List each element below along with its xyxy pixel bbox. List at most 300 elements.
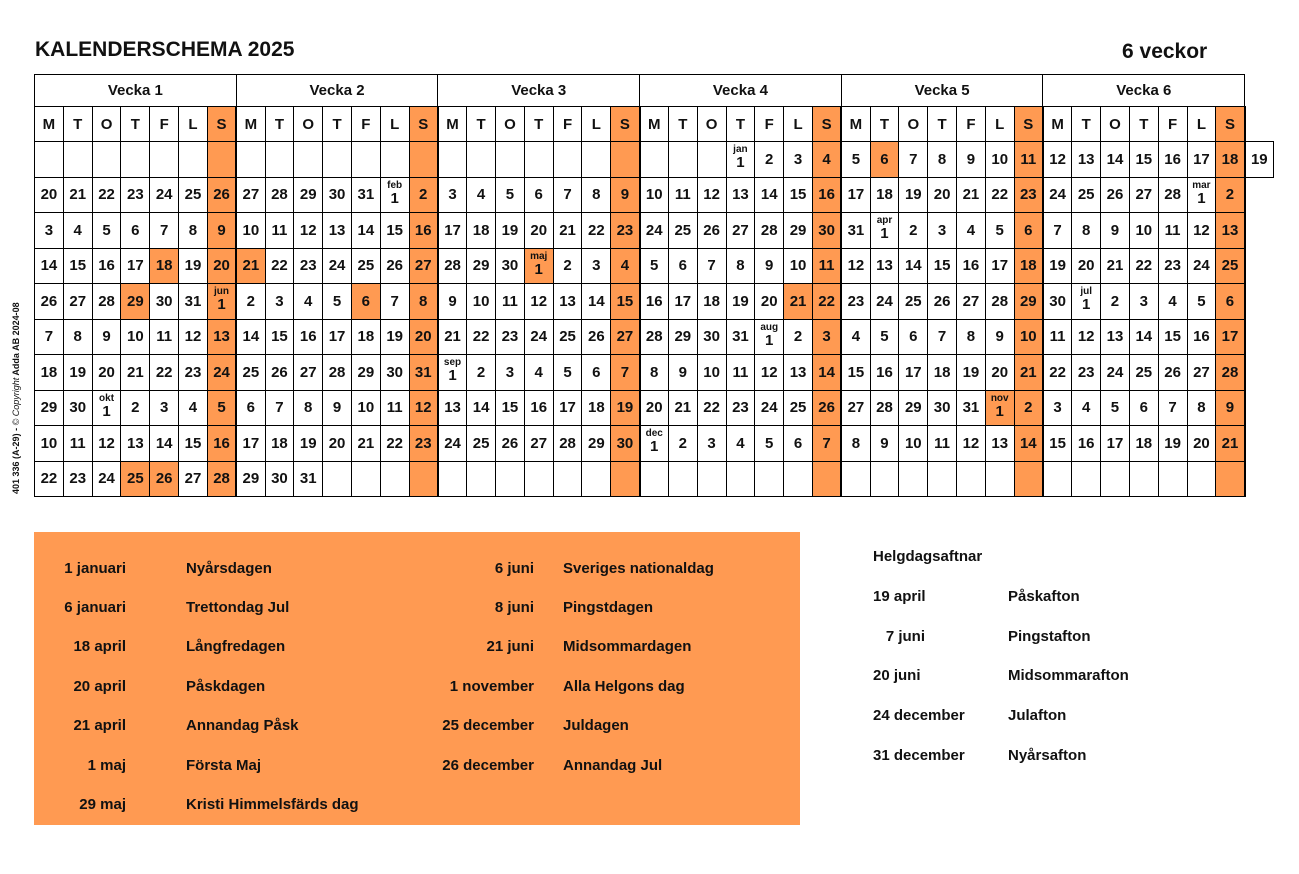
date-cell: 24 <box>323 248 352 284</box>
weekday-label: T <box>668 107 697 142</box>
day-number: 1 <box>448 367 457 385</box>
weekday-label: L <box>985 107 1014 142</box>
date-cell: 23 <box>294 248 323 284</box>
date-cell <box>668 461 697 497</box>
date-cell: 18 <box>351 319 380 355</box>
weekday-label: M <box>35 107 64 142</box>
date-cell: 2 <box>553 248 582 284</box>
date-cell: 26 <box>1101 177 1130 213</box>
date-cell <box>640 461 669 497</box>
date-cell: 5 <box>92 213 121 249</box>
date-cell: 4 <box>179 390 208 426</box>
month-marker: nov <box>990 392 1009 404</box>
date-cell: 16 <box>812 177 841 213</box>
day-number: 1 <box>1197 189 1206 207</box>
date-cell: 27 <box>236 177 265 213</box>
date-cell: 16 <box>1072 426 1101 462</box>
date-cell: 30 <box>928 390 957 426</box>
date-cell <box>438 355 467 391</box>
day-number: 1 <box>995 402 1004 420</box>
date-cell: 5 <box>841 142 870 178</box>
calendar-row <box>35 142 1274 178</box>
date-cell: 11 <box>265 213 294 249</box>
date-cell: 28 <box>323 355 352 391</box>
date-cell: 9 <box>611 177 640 213</box>
date-cell: 30 <box>1043 284 1072 320</box>
date-cell <box>1187 177 1216 213</box>
date-cell: 3 <box>35 213 64 249</box>
copyright-label: © Copyright <box>11 377 21 426</box>
holiday-name: Nyårsdagen <box>186 560 272 577</box>
holiday-date: 1 januari <box>64 560 126 577</box>
holiday-name: Första Maj <box>186 757 262 774</box>
date-cell: 29 <box>236 461 265 497</box>
eve-name: Julafton <box>1008 707 1067 724</box>
date-cell: 9 <box>870 426 899 462</box>
date-cell: 24 <box>438 426 467 462</box>
date-cell: 3 <box>928 213 957 249</box>
date-cell: 20 <box>985 355 1014 391</box>
date-cell: 21 <box>1014 355 1043 391</box>
date-cell: 16 <box>640 284 669 320</box>
date-cell <box>1072 284 1101 320</box>
day-number: 1 <box>736 154 745 172</box>
date-cell: 20 <box>1187 426 1216 462</box>
date-cell: 6 <box>121 213 150 249</box>
weekday-label: T <box>928 107 957 142</box>
weekday-label: L <box>380 107 409 142</box>
date-cell: 13 <box>553 284 582 320</box>
date-cell: 16 <box>870 355 899 391</box>
date-cell: 18 <box>467 213 496 249</box>
eve-name: Midsommarafton <box>1008 667 1129 684</box>
date-cell: 31 <box>841 213 870 249</box>
holiday-name: Juldagen <box>563 717 629 734</box>
date-cell: 3 <box>265 284 294 320</box>
week-header: Vecka 1 <box>35 75 237 107</box>
weekday-row <box>35 107 1274 142</box>
month-marker: jan <box>733 144 748 156</box>
date-cell: 15 <box>1043 426 1072 462</box>
date-cell: 14 <box>467 390 496 426</box>
calendar-row <box>35 177 1274 213</box>
date-cell: 15 <box>380 213 409 249</box>
date-cell: 27 <box>63 284 92 320</box>
date-cell: 22 <box>582 213 611 249</box>
product-number: 401 336 <box>11 461 21 494</box>
weekday-label: M <box>1043 107 1072 142</box>
date-cell: 30 <box>380 355 409 391</box>
holiday-name: Kristi Himmelsfärds dag <box>186 796 359 813</box>
date-cell: 26 <box>380 248 409 284</box>
date-cell: 21 <box>553 213 582 249</box>
date-cell: 22 <box>467 319 496 355</box>
date-cell: 7 <box>1043 213 1072 249</box>
date-cell: 25 <box>351 248 380 284</box>
date-cell <box>1129 461 1158 497</box>
date-cell: 17 <box>1187 142 1216 178</box>
date-cell: 12 <box>409 390 438 426</box>
date-cell <box>207 142 236 178</box>
date-cell: 20 <box>1072 248 1101 284</box>
day-number: 1 <box>217 296 226 314</box>
date-cell: 27 <box>1129 177 1158 213</box>
date-cell: 16 <box>294 319 323 355</box>
date-cell: 21 <box>121 355 150 391</box>
date-cell: 7 <box>265 390 294 426</box>
date-cell: 24 <box>1101 355 1130 391</box>
holiday-date: 1 november <box>449 678 534 695</box>
date-cell: 10 <box>351 390 380 426</box>
date-cell: 30 <box>323 177 352 213</box>
date-cell: 27 <box>611 319 640 355</box>
date-cell: 20 <box>207 248 236 284</box>
date-cell: 10 <box>121 319 150 355</box>
eve-date: 31 december <box>873 747 965 764</box>
week-header: Vecka 4 <box>640 75 842 107</box>
date-cell: 31 <box>957 390 986 426</box>
date-cell: 8 <box>841 426 870 462</box>
date-cell: 27 <box>524 426 553 462</box>
date-cell: 7 <box>611 355 640 391</box>
date-cell: 10 <box>236 213 265 249</box>
date-cell: 19 <box>726 284 755 320</box>
weekday-label: F <box>957 107 986 142</box>
holiday-name: Trettondag Jul <box>186 599 290 616</box>
date-cell: 5 <box>985 213 1014 249</box>
date-cell: 19 <box>63 355 92 391</box>
week-header: Vecka 2 <box>236 75 438 107</box>
date-cell: 12 <box>697 177 726 213</box>
date-cell: 11 <box>1043 319 1072 355</box>
date-cell: 2 <box>1216 177 1245 213</box>
date-cell: 7 <box>1158 390 1187 426</box>
date-cell: 6 <box>582 355 611 391</box>
calendar-row <box>35 461 1274 497</box>
weekday-label: M <box>640 107 669 142</box>
date-cell: 20 <box>524 213 553 249</box>
date-cell: 31 <box>409 355 438 391</box>
date-cell: 31 <box>179 284 208 320</box>
date-cell <box>92 390 121 426</box>
date-cell: 17 <box>841 177 870 213</box>
date-cell: 18 <box>1216 142 1245 178</box>
date-cell: 24 <box>755 390 784 426</box>
product-code: (A-29) <box>11 433 21 459</box>
date-cell <box>697 142 726 178</box>
date-cell: 18 <box>928 355 957 391</box>
eve-date: 19 april <box>873 588 926 605</box>
date-cell: 30 <box>697 319 726 355</box>
date-cell <box>697 461 726 497</box>
month-marker: jul <box>1080 286 1092 298</box>
date-cell: 19 <box>611 390 640 426</box>
date-cell <box>640 426 669 462</box>
date-cell: 10 <box>985 142 1014 178</box>
date-cell: 28 <box>985 284 1014 320</box>
date-cell: 9 <box>207 213 236 249</box>
date-cell: 14 <box>236 319 265 355</box>
weekday-label: F <box>351 107 380 142</box>
date-cell: 10 <box>467 284 496 320</box>
date-cell <box>467 461 496 497</box>
holiday-name: Påskdagen <box>186 678 266 695</box>
date-cell: 10 <box>899 426 928 462</box>
date-cell: 9 <box>438 284 467 320</box>
date-cell: 4 <box>1158 284 1187 320</box>
date-cell: 28 <box>265 177 294 213</box>
date-cell: 11 <box>812 248 841 284</box>
date-cell: 26 <box>496 426 525 462</box>
date-cell: 2 <box>1014 390 1043 426</box>
date-cell: 17 <box>121 248 150 284</box>
day-number: 1 <box>650 438 659 456</box>
eve-date: 20 juni <box>873 667 921 684</box>
date-cell: 9 <box>668 355 697 391</box>
calendar-row <box>35 426 1274 462</box>
date-cell: 3 <box>1043 390 1072 426</box>
date-cell: 30 <box>812 213 841 249</box>
date-cell <box>1158 461 1187 497</box>
date-cell: 19 <box>899 177 928 213</box>
date-cell: 13 <box>323 213 352 249</box>
date-cell: 9 <box>1216 390 1245 426</box>
date-cell <box>438 142 467 178</box>
date-cell <box>726 461 755 497</box>
date-cell: 14 <box>1101 142 1130 178</box>
date-cell <box>380 177 409 213</box>
date-cell <box>812 461 841 497</box>
date-cell: 7 <box>553 177 582 213</box>
weekday-label: M <box>236 107 265 142</box>
date-cell: 24 <box>1187 248 1216 284</box>
date-cell: 3 <box>496 355 525 391</box>
holiday-date: 21 juni <box>486 638 534 655</box>
date-cell: 19 <box>1158 426 1187 462</box>
date-cell: 18 <box>150 248 179 284</box>
date-cell: 10 <box>35 426 64 462</box>
date-cell: 13 <box>870 248 899 284</box>
date-cell: 14 <box>150 426 179 462</box>
date-cell: 29 <box>1014 284 1043 320</box>
page-subtitle: 6 veckor <box>1122 40 1208 63</box>
date-cell: 11 <box>63 426 92 462</box>
date-cell: 26 <box>928 284 957 320</box>
weekday-label: O <box>496 107 525 142</box>
weekday-label: S <box>812 107 841 142</box>
date-cell <box>409 461 438 497</box>
date-cell: 12 <box>755 355 784 391</box>
date-cell: 10 <box>1129 213 1158 249</box>
date-cell: 7 <box>380 284 409 320</box>
date-cell: 7 <box>928 319 957 355</box>
date-cell <box>668 142 697 178</box>
date-cell: 7 <box>812 426 841 462</box>
date-cell: 28 <box>207 461 236 497</box>
date-cell: 26 <box>265 355 294 391</box>
date-cell: 14 <box>1129 319 1158 355</box>
holiday-date: 26 december <box>442 757 534 774</box>
date-cell: 27 <box>179 461 208 497</box>
eve-name: Nyårsafton <box>1008 747 1087 764</box>
date-cell: 26 <box>207 177 236 213</box>
date-cell: 13 <box>207 319 236 355</box>
weekday-label: T <box>524 107 553 142</box>
date-cell: 26 <box>812 390 841 426</box>
date-cell <box>553 142 582 178</box>
date-cell: 17 <box>985 248 1014 284</box>
date-cell: 27 <box>726 213 755 249</box>
calendar-row <box>35 390 1274 426</box>
weekday-label: M <box>841 107 870 142</box>
date-cell <box>582 461 611 497</box>
date-cell: 15 <box>784 177 813 213</box>
date-cell <box>438 461 467 497</box>
date-cell: 18 <box>1014 248 1043 284</box>
date-cell <box>323 142 352 178</box>
date-cell: 26 <box>582 319 611 355</box>
date-cell: 19 <box>957 355 986 391</box>
holiday-name: Pingstdagen <box>563 599 654 616</box>
date-cell: 9 <box>755 248 784 284</box>
date-cell <box>351 461 380 497</box>
calendar-row <box>35 248 1274 284</box>
date-cell: 4 <box>726 426 755 462</box>
date-cell: 14 <box>899 248 928 284</box>
date-cell: 16 <box>1187 319 1216 355</box>
week-header-row <box>35 75 1274 107</box>
weekday-label: T <box>323 107 352 142</box>
date-cell: 8 <box>1072 213 1101 249</box>
date-cell: 11 <box>1158 213 1187 249</box>
day-number: 1 <box>880 225 889 243</box>
weekday-label: T <box>63 107 92 142</box>
date-cell: 2 <box>1101 284 1130 320</box>
holiday-name: Annandag Påsk <box>186 717 299 734</box>
weekday-label: T <box>467 107 496 142</box>
date-cell: 31 <box>351 177 380 213</box>
date-cell: 26 <box>35 284 64 320</box>
month-marker: aug <box>760 321 779 333</box>
date-cell: 6 <box>524 177 553 213</box>
date-cell: 16 <box>957 248 986 284</box>
date-cell: 28 <box>755 213 784 249</box>
eve-name: Påskafton <box>1008 588 1080 605</box>
date-cell: 25 <box>121 461 150 497</box>
date-cell: 12 <box>1187 213 1216 249</box>
date-cell: 11 <box>1014 142 1043 178</box>
weekday-label: L <box>1187 107 1216 142</box>
date-cell <box>726 142 755 178</box>
date-cell <box>496 142 525 178</box>
date-cell: 5 <box>323 284 352 320</box>
date-cell <box>150 142 179 178</box>
date-cell: 24 <box>870 284 899 320</box>
date-cell <box>928 461 957 497</box>
week-header: Vecka 5 <box>841 75 1043 107</box>
date-cell <box>524 248 553 284</box>
date-cell: 5 <box>1101 390 1130 426</box>
date-cell: 13 <box>784 355 813 391</box>
weekday-label: F <box>553 107 582 142</box>
weekday-label: F <box>1158 107 1187 142</box>
date-cell <box>121 142 150 178</box>
date-cell: 13 <box>121 426 150 462</box>
date-cell: 22 <box>150 355 179 391</box>
date-cell: 26 <box>697 213 726 249</box>
date-cell: 11 <box>668 177 697 213</box>
date-cell <box>179 142 208 178</box>
date-cell: 16 <box>409 213 438 249</box>
date-cell: 8 <box>1187 390 1216 426</box>
date-cell: 18 <box>697 284 726 320</box>
date-cell <box>496 461 525 497</box>
date-cell: 27 <box>957 284 986 320</box>
month-marker: mar <box>1192 179 1211 191</box>
date-cell: 23 <box>121 177 150 213</box>
date-cell <box>35 142 64 178</box>
date-cell: 29 <box>294 177 323 213</box>
date-cell: 20 <box>755 284 784 320</box>
date-cell: 5 <box>640 248 669 284</box>
holiday-date: 8 juni <box>494 599 534 616</box>
date-cell: 24 <box>1043 177 1072 213</box>
weekday-label: S <box>409 107 438 142</box>
date-cell: 22 <box>985 177 1014 213</box>
date-cell: 8 <box>409 284 438 320</box>
date-cell: 19 <box>1245 142 1274 178</box>
date-cell: 27 <box>841 390 870 426</box>
date-cell: 4 <box>812 142 841 178</box>
holiday-name: Sveriges nationaldag <box>563 560 714 577</box>
date-cell: 31 <box>294 461 323 497</box>
date-cell: 17 <box>438 213 467 249</box>
date-cell <box>1216 461 1245 497</box>
date-cell: 14 <box>35 248 64 284</box>
month-marker: okt <box>99 392 115 404</box>
date-cell: 22 <box>92 177 121 213</box>
date-cell <box>841 461 870 497</box>
date-cell: 15 <box>496 390 525 426</box>
date-cell: 21 <box>957 177 986 213</box>
date-cell: 22 <box>380 426 409 462</box>
date-cell: 26 <box>1158 355 1187 391</box>
weekday-label: T <box>1129 107 1158 142</box>
eve-name: Pingstafton <box>1008 628 1091 645</box>
date-cell: 29 <box>668 319 697 355</box>
date-cell: 5 <box>496 177 525 213</box>
date-cell: 2 <box>121 390 150 426</box>
month-marker: jun <box>214 286 230 298</box>
date-cell: 25 <box>1129 355 1158 391</box>
date-cell: 8 <box>726 248 755 284</box>
date-cell: 6 <box>1014 213 1043 249</box>
date-cell <box>957 461 986 497</box>
weekday-label: S <box>207 107 236 142</box>
weekday-label: F <box>755 107 784 142</box>
date-cell: 15 <box>179 426 208 462</box>
date-cell: 13 <box>438 390 467 426</box>
date-cell: 6 <box>351 284 380 320</box>
date-cell: 25 <box>899 284 928 320</box>
date-cell: 23 <box>63 461 92 497</box>
weekday-label: O <box>1101 107 1130 142</box>
date-cell: 23 <box>1072 355 1101 391</box>
date-cell: 22 <box>1129 248 1158 284</box>
holiday-date: 6 juni <box>494 560 534 577</box>
date-cell: 24 <box>207 355 236 391</box>
date-cell <box>755 461 784 497</box>
